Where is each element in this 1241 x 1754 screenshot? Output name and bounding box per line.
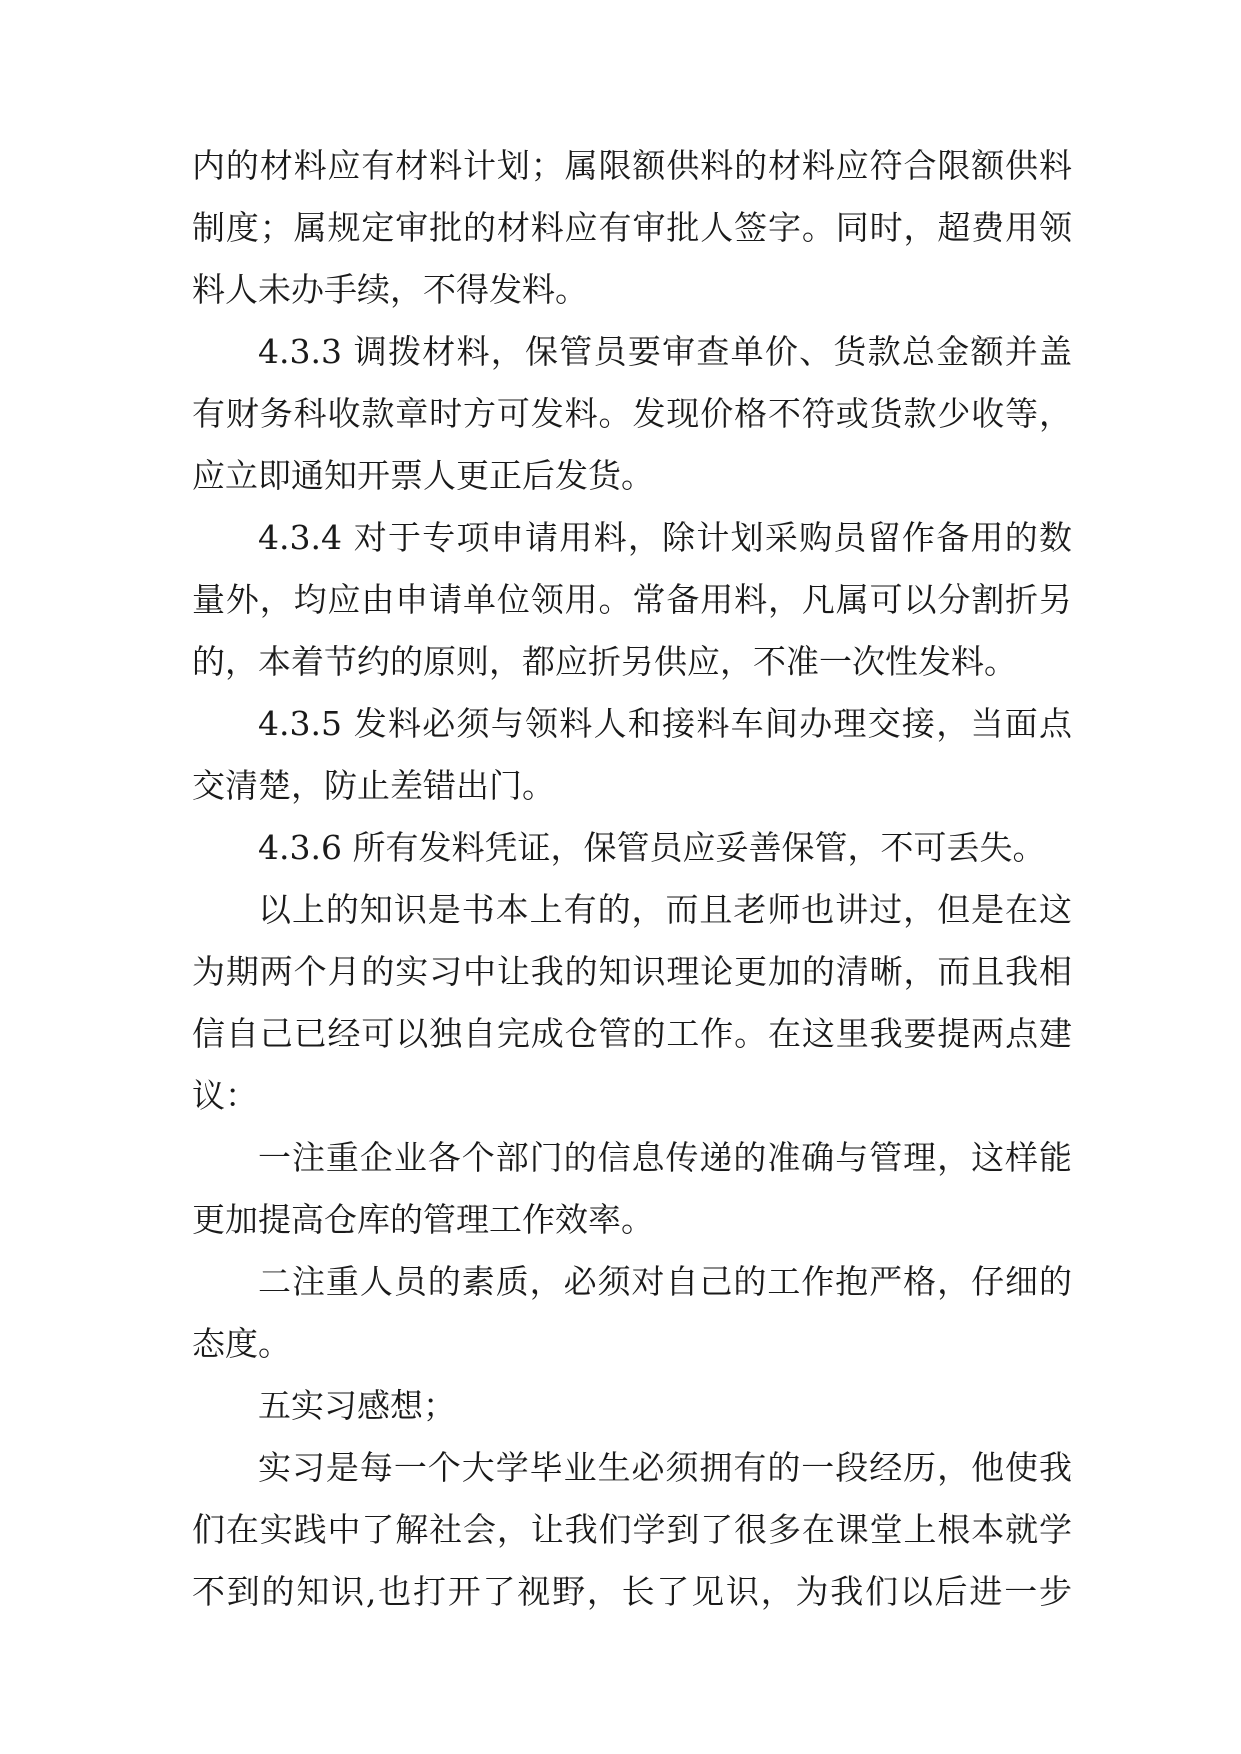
text-line: 有财务科收款章时方可发料。发现价格不符或货款少收等， [192, 394, 1072, 433]
text-line: 以上的知识是书本上有的，而且老师也讲过，但是在这 [258, 890, 1072, 929]
text-line: 一注重企业各个部门的信息传递的准确与管理，这样能 [258, 1138, 1072, 1177]
text-line: 二注重人员的素质，必须对自己的工作抱严格，仔细的 [258, 1262, 1072, 1301]
text-line: 为期两个月的实习中让我的知识理论更加的清晰，而且我相 [192, 952, 1072, 991]
text-line: 们在实践中了解社会，让我们学到了很多在课堂上根本就学 [192, 1510, 1072, 1549]
text-line: 信自己已经可以独自完成仓管的工作。在这里我要提两点建 [192, 1014, 1072, 1053]
text-line: 不到的知识,也打开了视野，长了见识，为我们以后进一步 [192, 1572, 1072, 1611]
text-line: 量外，均应由申请单位领用。常备用料，凡属可以分割折另 [192, 580, 1072, 619]
text-line: 态度。 [192, 1324, 291, 1363]
text-line: 更加提高仓库的管理工作效率。 [192, 1200, 654, 1239]
text-line: 4.3.6 所有发料凭证，保管员应妥善保管，不可丢失。 [258, 828, 1046, 867]
text-line: 4.3.5 发料必须与领料人和接料车间办理交接，当面点 [258, 704, 1072, 743]
text-line: 议： [192, 1076, 258, 1115]
text-line: 内的材料应有材料计划；属限额供料的材料应符合限额供料 [192, 146, 1072, 185]
text-line: 应立即通知开票人更正后发货。 [192, 456, 654, 495]
section-heading: 五实习感想； [258, 1386, 456, 1425]
text-line: 实习是每一个大学毕业生必须拥有的一段经历，他使我 [258, 1448, 1072, 1487]
text-line: 的，本着节约的原则，都应折另供应，不准一次性发料。 [192, 642, 1017, 681]
text-line: 交清楚，防止差错出门。 [192, 766, 555, 805]
text-line: 料人未办手续，不得发料。 [192, 270, 588, 309]
text-line: 制度；属规定审批的材料应有审批人签字。同时，超费用领 [192, 208, 1072, 247]
text-line: 4.3.3 调拨材料，保管员要审查单价、货款总金额并盖 [258, 332, 1072, 371]
text-line: 4.3.4 对于专项申请用料，除计划采购员留作备用的数 [258, 518, 1072, 557]
